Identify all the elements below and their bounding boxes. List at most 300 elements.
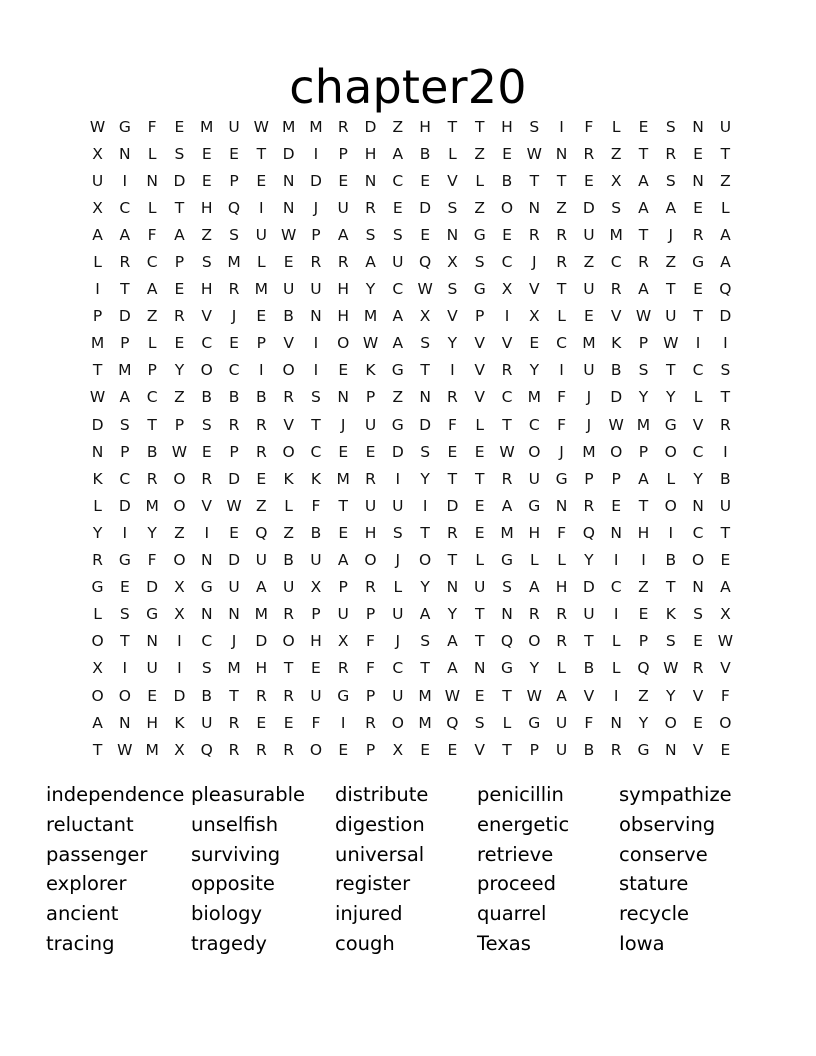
grid-cell[interactable]: R: [501, 469, 513, 488]
grid-cell[interactable]: E: [201, 171, 212, 190]
grid-cell[interactable]: Z: [474, 198, 486, 217]
grid-cell[interactable]: C: [201, 334, 213, 353]
grid-cell[interactable]: F: [557, 388, 567, 407]
grid-cell[interactable]: U: [255, 551, 268, 570]
grid-cell[interactable]: B: [283, 307, 295, 326]
grid-cell[interactable]: N: [364, 171, 377, 190]
grid-cell[interactable]: D: [173, 686, 186, 705]
grid-cell[interactable]: I: [313, 144, 319, 163]
grid-cell[interactable]: Q: [582, 523, 596, 542]
grid-cell[interactable]: U: [201, 713, 213, 732]
grid-cell[interactable]: O: [500, 198, 514, 217]
grid-cell[interactable]: L: [529, 551, 539, 570]
grid-cell[interactable]: R: [283, 740, 295, 759]
grid-cell[interactable]: D: [446, 496, 459, 515]
grid-cell[interactable]: G: [118, 117, 132, 136]
grid-cell[interactable]: C: [692, 361, 704, 380]
grid-cell[interactable]: N: [501, 605, 513, 624]
grid-cell[interactable]: O: [528, 442, 541, 461]
grid-cell[interactable]: K: [283, 469, 294, 488]
grid-cell[interactable]: O: [282, 442, 295, 461]
grid-cell[interactable]: Q: [500, 632, 514, 651]
grid-cell[interactable]: E: [311, 659, 322, 678]
grid-cell[interactable]: P: [311, 605, 321, 624]
grid-cell[interactable]: A: [174, 225, 185, 244]
grid-cell[interactable]: J: [586, 415, 592, 434]
grid-cell[interactable]: E: [693, 198, 704, 217]
grid-cell[interactable]: S: [502, 578, 513, 597]
grid-cell[interactable]: R: [337, 117, 349, 136]
grid-cell[interactable]: W: [417, 280, 433, 299]
grid-cell[interactable]: H: [637, 523, 650, 542]
grid-cell[interactable]: N: [119, 144, 131, 163]
grid-cell[interactable]: D: [719, 307, 732, 326]
grid-cell[interactable]: J: [586, 388, 592, 407]
grid-cell[interactable]: E: [256, 713, 267, 732]
grid-cell[interactable]: E: [420, 740, 431, 759]
grid-cell[interactable]: Q: [419, 253, 432, 272]
word-list-item[interactable]: surviving: [191, 842, 281, 866]
grid-cell[interactable]: W: [117, 740, 133, 759]
grid-cell[interactable]: O: [337, 334, 350, 353]
grid-cell[interactable]: T: [556, 171, 567, 190]
grid-cell[interactable]: I: [723, 442, 728, 461]
grid-cell[interactable]: O: [664, 496, 678, 515]
grid-cell[interactable]: T: [120, 632, 130, 651]
grid-cell[interactable]: S: [420, 442, 431, 461]
grid-cell[interactable]: R: [255, 686, 267, 705]
grid-cell[interactable]: R: [228, 415, 240, 434]
grid-cell[interactable]: D: [282, 144, 295, 163]
grid-cell[interactable]: L: [448, 144, 457, 163]
grid-cell[interactable]: I: [723, 334, 728, 353]
grid-cell[interactable]: N: [692, 578, 705, 597]
grid-cell[interactable]: Q: [637, 659, 650, 678]
grid-cell[interactable]: E: [583, 307, 594, 326]
grid-cell[interactable]: H: [337, 280, 350, 299]
grid-cell[interactable]: S: [638, 361, 649, 380]
grid-cell[interactable]: B: [720, 469, 731, 488]
grid-cell[interactable]: Z: [474, 144, 486, 163]
grid-cell[interactable]: N: [282, 198, 295, 217]
grid-cell[interactable]: J: [231, 307, 237, 326]
grid-cell[interactable]: B: [583, 740, 595, 759]
grid-cell[interactable]: S: [420, 632, 431, 651]
grid-cell[interactable]: O: [309, 740, 323, 759]
grid-cell[interactable]: I: [559, 361, 565, 380]
grid-cell[interactable]: A: [720, 578, 731, 597]
grid-cell[interactable]: X: [174, 578, 185, 597]
grid-cell[interactable]: I: [613, 686, 619, 705]
grid-cell[interactable]: R: [283, 388, 295, 407]
grid-cell[interactable]: O: [528, 632, 541, 651]
grid-cell[interactable]: B: [310, 523, 322, 542]
grid-cell[interactable]: U: [337, 198, 350, 217]
grid-cell[interactable]: F: [557, 415, 567, 434]
grid-cell[interactable]: F: [584, 117, 594, 136]
grid-cell[interactable]: D: [228, 551, 241, 570]
grid-cell[interactable]: V: [447, 307, 458, 326]
grid-cell[interactable]: H: [310, 632, 322, 651]
grid-cell[interactable]: P: [174, 415, 185, 434]
grid-cell[interactable]: B: [228, 388, 240, 407]
grid-cell[interactable]: P: [338, 578, 349, 597]
grid-cell[interactable]: F: [557, 523, 567, 542]
grid-cell[interactable]: D: [364, 117, 377, 136]
grid-cell[interactable]: U: [255, 225, 268, 244]
grid-cell[interactable]: L: [611, 659, 621, 678]
grid-cell[interactable]: P: [311, 225, 321, 244]
grid-cell[interactable]: D: [228, 469, 241, 488]
grid-cell[interactable]: H: [364, 523, 377, 542]
grid-cell[interactable]: A: [337, 551, 349, 570]
grid-cell[interactable]: E: [720, 551, 731, 570]
grid-cell[interactable]: C: [201, 632, 213, 651]
grid-cell[interactable]: F: [147, 551, 157, 570]
grid-cell[interactable]: D: [419, 415, 432, 434]
grid-cell[interactable]: R: [92, 551, 104, 570]
grid-cell[interactable]: F: [720, 686, 731, 705]
grid-cell[interactable]: Y: [666, 388, 676, 407]
grid-cell[interactable]: Y: [174, 361, 185, 380]
grid-cell[interactable]: M: [609, 225, 624, 244]
grid-cell[interactable]: N: [446, 578, 459, 597]
grid-cell[interactable]: L: [393, 578, 403, 597]
grid-cell[interactable]: M: [418, 686, 432, 705]
grid-cell[interactable]: L: [147, 198, 157, 217]
grid-cell[interactable]: L: [557, 307, 567, 326]
grid-cell[interactable]: I: [340, 713, 346, 732]
grid-cell[interactable]: Y: [638, 713, 649, 732]
grid-cell[interactable]: R: [337, 253, 349, 272]
grid-cell[interactable]: E: [338, 442, 349, 461]
grid-cell[interactable]: L: [147, 144, 157, 163]
grid-cell[interactable]: T: [92, 361, 103, 380]
grid-cell[interactable]: E: [174, 280, 185, 299]
grid-cell[interactable]: X: [528, 307, 540, 326]
grid-cell[interactable]: B: [501, 171, 513, 190]
grid-cell[interactable]: D: [582, 578, 596, 597]
grid-cell[interactable]: I: [122, 523, 128, 542]
grid-cell[interactable]: X: [92, 198, 104, 217]
grid-cell[interactable]: D: [582, 198, 596, 217]
grid-cell[interactable]: R: [255, 415, 267, 434]
grid-cell[interactable]: R: [583, 496, 595, 515]
grid-cell[interactable]: L: [557, 551, 567, 570]
word-list-item[interactable]: tracing: [46, 931, 115, 955]
word-list-item[interactable]: injured: [335, 902, 403, 926]
grid-cell[interactable]: G: [637, 740, 650, 759]
grid-cell[interactable]: R: [556, 225, 568, 244]
grid-cell[interactable]: S: [119, 605, 130, 624]
word-list-item[interactable]: digestion: [335, 812, 425, 836]
grid-cell[interactable]: S: [693, 605, 704, 624]
grid-cell[interactable]: P: [365, 605, 376, 624]
grid-cell[interactable]: R: [228, 740, 240, 759]
grid-cell[interactable]: O: [391, 713, 405, 732]
grid-cell[interactable]: X: [419, 307, 431, 326]
grid-cell[interactable]: P: [338, 144, 349, 163]
grid-cell[interactable]: C: [146, 253, 158, 272]
grid-cell[interactable]: I: [422, 496, 428, 515]
grid-cell[interactable]: T: [447, 117, 458, 136]
grid-cell[interactable]: U: [392, 605, 404, 624]
grid-cell[interactable]: A: [638, 171, 649, 190]
grid-cell[interactable]: D: [309, 171, 323, 190]
grid-cell[interactable]: D: [391, 442, 404, 461]
grid-cell[interactable]: O: [173, 496, 186, 515]
grid-cell[interactable]: A: [119, 225, 131, 244]
grid-cell[interactable]: E: [338, 523, 349, 542]
grid-cell[interactable]: G: [391, 415, 405, 434]
grid-cell[interactable]: C: [146, 388, 158, 407]
grid-cell[interactable]: V: [474, 334, 486, 353]
grid-cell[interactable]: F: [584, 713, 594, 732]
grid-cell[interactable]: E: [147, 686, 158, 705]
grid-cell[interactable]: T: [311, 415, 321, 434]
grid-cell[interactable]: C: [610, 578, 622, 597]
grid-cell[interactable]: W: [89, 388, 106, 407]
grid-cell[interactable]: B: [665, 551, 677, 570]
grid-cell[interactable]: R: [556, 605, 568, 624]
grid-cell[interactable]: R: [283, 686, 295, 705]
grid-cell[interactable]: M: [527, 388, 542, 407]
grid-cell[interactable]: V: [447, 171, 458, 190]
grid-cell[interactable]: C: [119, 469, 131, 488]
grid-cell[interactable]: A: [720, 225, 731, 244]
grid-cell[interactable]: D: [91, 415, 104, 434]
grid-cell[interactable]: H: [146, 713, 159, 732]
grid-cell[interactable]: R: [365, 713, 377, 732]
grid-cell[interactable]: E: [229, 144, 240, 163]
grid-cell[interactable]: M: [636, 415, 651, 434]
grid-cell[interactable]: N: [664, 740, 677, 759]
grid-cell[interactable]: W: [717, 632, 734, 651]
grid-cell[interactable]: U: [392, 253, 404, 272]
grid-cell[interactable]: X: [337, 632, 349, 651]
word-list-item[interactable]: proceed: [477, 872, 556, 896]
grid-cell[interactable]: L: [93, 496, 103, 515]
grid-cell[interactable]: T: [638, 496, 649, 515]
grid-cell[interactable]: B: [201, 686, 213, 705]
grid-cell[interactable]: E: [693, 713, 704, 732]
grid-cell[interactable]: P: [256, 334, 267, 353]
word-list-item[interactable]: Iowa: [619, 931, 665, 955]
grid-cell[interactable]: P: [365, 686, 376, 705]
grid-cell[interactable]: H: [555, 578, 568, 597]
grid-cell[interactable]: E: [338, 740, 349, 759]
grid-cell[interactable]: B: [146, 442, 158, 461]
grid-cell[interactable]: E: [174, 117, 185, 136]
grid-cell[interactable]: M: [145, 496, 160, 515]
grid-cell[interactable]: G: [473, 225, 486, 244]
grid-cell[interactable]: C: [392, 280, 404, 299]
grid-cell[interactable]: I: [177, 659, 182, 678]
grid-cell[interactable]: K: [365, 361, 376, 380]
grid-cell[interactable]: X: [174, 740, 185, 759]
grid-cell[interactable]: G: [555, 469, 568, 488]
grid-cell[interactable]: Y: [693, 469, 704, 488]
word-list-item[interactable]: register: [335, 872, 411, 896]
grid-cell[interactable]: E: [502, 225, 513, 244]
grid-cell[interactable]: T: [447, 469, 458, 488]
grid-cell[interactable]: K: [611, 334, 622, 353]
grid-cell[interactable]: I: [259, 198, 264, 217]
grid-cell[interactable]: O: [118, 686, 132, 705]
grid-cell[interactable]: V: [474, 740, 486, 759]
grid-cell[interactable]: T: [474, 605, 485, 624]
grid-cell[interactable]: A: [556, 686, 568, 705]
grid-cell[interactable]: E: [201, 144, 212, 163]
grid-cell[interactable]: L: [611, 632, 621, 651]
grid-cell[interactable]: T: [502, 415, 512, 434]
grid-cell[interactable]: E: [229, 334, 240, 353]
grid-cell[interactable]: T: [474, 469, 485, 488]
grid-cell[interactable]: A: [392, 307, 404, 326]
grid-cell[interactable]: T: [92, 740, 103, 759]
grid-cell[interactable]: S: [720, 361, 731, 380]
grid-cell[interactable]: P: [611, 469, 622, 488]
grid-cell[interactable]: E: [693, 280, 704, 299]
grid-cell[interactable]: Q: [200, 740, 214, 759]
grid-cell[interactable]: E: [283, 713, 294, 732]
grid-cell[interactable]: C: [692, 442, 704, 461]
grid-cell[interactable]: T: [693, 307, 704, 326]
grid-cell[interactable]: F: [147, 225, 157, 244]
word-list-item[interactable]: cough: [335, 931, 395, 955]
grid-cell[interactable]: N: [610, 523, 623, 542]
grid-cell[interactable]: E: [474, 442, 485, 461]
grid-cell[interactable]: U: [583, 280, 595, 299]
grid-cell[interactable]: E: [611, 496, 622, 515]
grid-cell[interactable]: M: [227, 253, 241, 272]
grid-cell[interactable]: D: [610, 388, 623, 407]
grid-cell[interactable]: W: [89, 117, 106, 136]
grid-cell[interactable]: V: [610, 307, 622, 326]
grid-cell[interactable]: H: [528, 523, 541, 542]
grid-cell[interactable]: G: [391, 361, 405, 380]
grid-cell[interactable]: D: [255, 632, 268, 651]
grid-cell[interactable]: B: [201, 388, 213, 407]
grid-cell[interactable]: C: [392, 171, 404, 190]
grid-cell[interactable]: I: [641, 551, 646, 570]
grid-cell[interactable]: Y: [638, 388, 649, 407]
grid-cell[interactable]: O: [173, 551, 186, 570]
grid-cell[interactable]: T: [556, 280, 567, 299]
grid-cell[interactable]: W: [253, 117, 270, 136]
grid-cell[interactable]: O: [200, 361, 214, 380]
grid-cell[interactable]: M: [90, 334, 105, 353]
grid-cell[interactable]: U: [337, 605, 350, 624]
grid-cell[interactable]: E: [638, 117, 649, 136]
grid-cell[interactable]: I: [559, 117, 565, 136]
grid-cell[interactable]: G: [500, 551, 514, 570]
grid-cell[interactable]: S: [529, 117, 540, 136]
grid-cell[interactable]: R: [228, 713, 240, 732]
grid-cell[interactable]: L: [693, 388, 703, 407]
grid-cell[interactable]: J: [395, 551, 401, 570]
grid-cell[interactable]: L: [557, 659, 567, 678]
grid-cell[interactable]: I: [313, 334, 319, 353]
grid-cell[interactable]: R: [610, 740, 622, 759]
grid-cell[interactable]: R: [501, 361, 513, 380]
grid-cell[interactable]: S: [447, 198, 458, 217]
grid-cell[interactable]: E: [447, 442, 458, 461]
word-list-item[interactable]: universal: [335, 842, 425, 866]
grid-cell[interactable]: E: [201, 442, 212, 461]
grid-cell[interactable]: M: [418, 713, 432, 732]
grid-cell[interactable]: F: [447, 415, 458, 434]
grid-cell[interactable]: U: [665, 307, 677, 326]
grid-cell[interactable]: M: [582, 334, 596, 353]
grid-cell[interactable]: T: [256, 144, 267, 163]
grid-cell[interactable]: N: [555, 144, 568, 163]
grid-cell[interactable]: U: [583, 605, 595, 624]
grid-cell[interactable]: R: [255, 740, 267, 759]
grid-cell[interactable]: L: [147, 334, 157, 353]
grid-cell[interactable]: J: [313, 198, 319, 217]
grid-cell[interactable]: P: [638, 334, 649, 353]
grid-cell[interactable]: B: [583, 659, 595, 678]
grid-cell[interactable]: U: [474, 578, 486, 597]
grid-cell[interactable]: R: [201, 469, 213, 488]
grid-cell[interactable]: S: [420, 334, 431, 353]
grid-cell[interactable]: Q: [446, 713, 459, 732]
grid-cell[interactable]: M: [281, 117, 296, 136]
grid-cell[interactable]: B: [610, 361, 622, 380]
grid-cell[interactable]: N: [692, 496, 705, 515]
grid-cell[interactable]: N: [337, 388, 350, 407]
grid-cell[interactable]: G: [500, 659, 514, 678]
grid-cell[interactable]: E: [119, 578, 130, 597]
grid-cell[interactable]: T: [666, 578, 676, 597]
grid-cell[interactable]: V: [583, 686, 595, 705]
word-list-item[interactable]: ancient: [46, 902, 119, 926]
grid-cell[interactable]: A: [365, 253, 377, 272]
grid-cell[interactable]: V: [692, 740, 704, 759]
grid-cell[interactable]: G: [664, 415, 677, 434]
grid-cell[interactable]: N: [692, 171, 705, 190]
grid-cell[interactable]: T: [474, 117, 485, 136]
grid-cell[interactable]: I: [122, 171, 128, 190]
grid-cell[interactable]: N: [228, 605, 241, 624]
grid-cell[interactable]: A: [337, 225, 349, 244]
grid-cell[interactable]: C: [228, 361, 240, 380]
grid-cell[interactable]: J: [668, 225, 674, 244]
grid-cell[interactable]: E: [256, 469, 267, 488]
grid-cell[interactable]: R: [665, 144, 677, 163]
grid-cell[interactable]: N: [473, 659, 486, 678]
grid-cell[interactable]: M: [200, 117, 214, 136]
grid-cell[interactable]: T: [420, 523, 431, 542]
grid-cell[interactable]: W: [444, 686, 461, 705]
grid-cell[interactable]: O: [91, 632, 104, 651]
grid-cell[interactable]: N: [692, 117, 705, 136]
grid-cell[interactable]: P: [174, 253, 185, 272]
grid-cell[interactable]: R: [365, 198, 377, 217]
grid-cell[interactable]: R: [447, 523, 458, 542]
grid-cell[interactable]: U: [228, 117, 240, 136]
grid-cell[interactable]: E: [693, 144, 704, 163]
grid-cell[interactable]: S: [474, 713, 485, 732]
grid-cell[interactable]: N: [119, 713, 131, 732]
grid-cell[interactable]: Z: [201, 225, 213, 244]
grid-cell[interactable]: A: [92, 225, 104, 244]
grid-cell[interactable]: S: [665, 117, 676, 136]
grid-cell[interactable]: U: [392, 686, 404, 705]
grid-cell[interactable]: T: [666, 361, 676, 380]
grid-cell[interactable]: Z: [392, 388, 404, 407]
